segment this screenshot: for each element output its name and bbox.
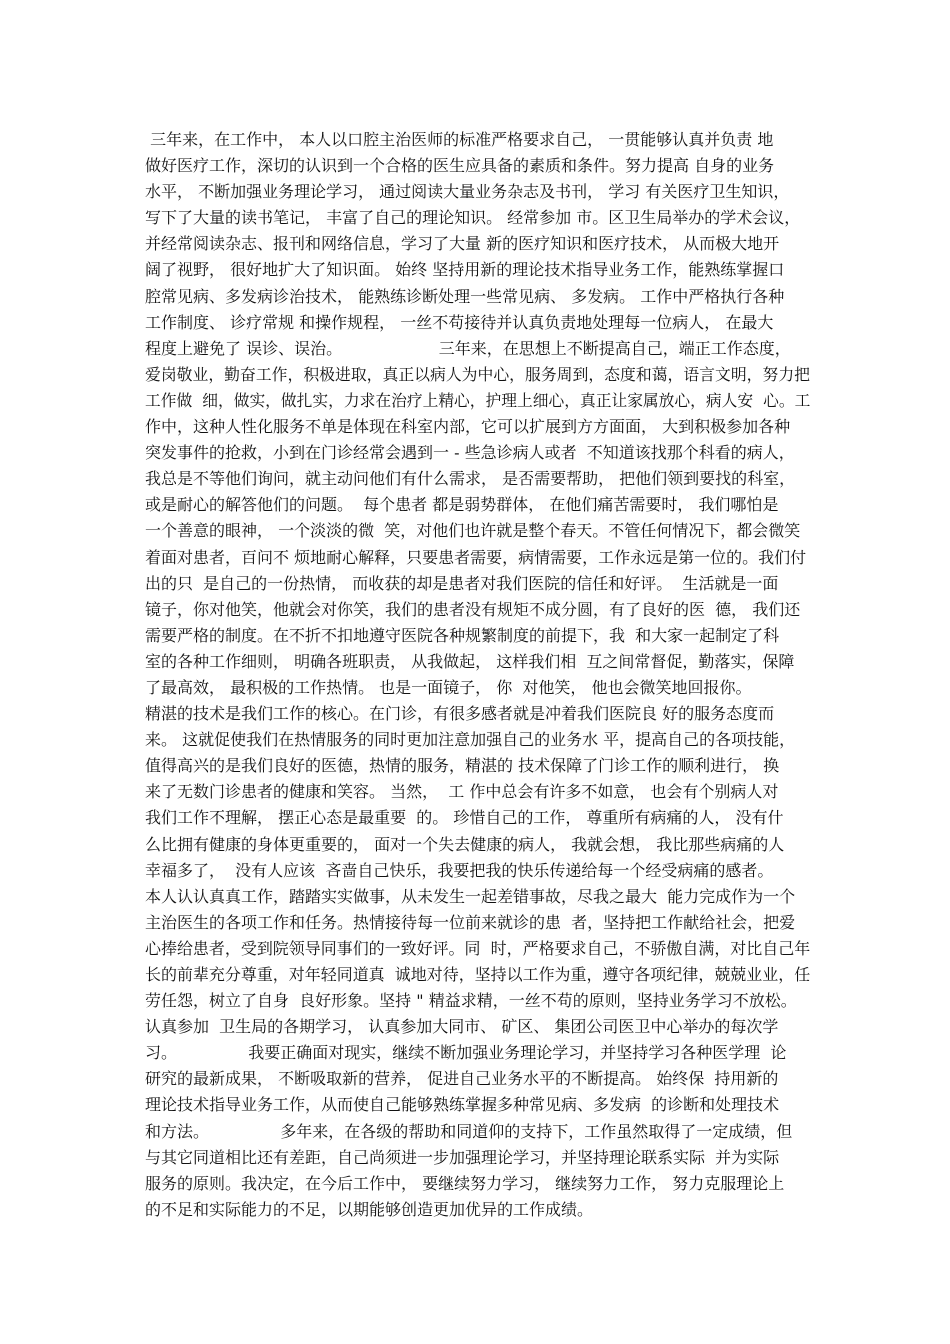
text-line: 工作做 细，做实，做扎实，力求在治疗上精心，护理上细心，真正让家属放心，病人安 心。工 bbox=[145, 390, 811, 410]
text-line: 做好医疗工作，深切的认识到一个合格的医生应具备的素质和条件。努力提高 自身的业务 bbox=[145, 156, 775, 176]
text-line: 主治医生的各项工作和任务。热情接待每一位前来就诊的患 者，坚持把工作献给社会，把爱 bbox=[145, 912, 796, 932]
text-line: 或是耐心的解答他们的问题。 每个患者 都是弱势群体， 在他们痛苦需要时， 我们哪怕是 bbox=[145, 495, 779, 515]
text-line: 我总是不等他们询问，就主动问他们有什么需求， 是否需要帮助， 把他们领到要找的科室， bbox=[145, 469, 796, 489]
text-line: 写下了大量的读书笔记， 丰富了自己的理论知识。 经常参加 市。区卫生局举办的学术会议， bbox=[145, 208, 801, 228]
text-line: 腔常见病、多发病诊治技术， 能熟练诊断处理一些常见病、 多发病。 工作中严格执行各种 bbox=[145, 286, 785, 306]
text-line: 劳任怨，树立了自身 良好形象。坚持 " 精益求精，一丝不苟的原则，坚持业务学习不放松。 bbox=[145, 991, 797, 1011]
text-line: 作中，这种人性化服务不单是体现在科室内部，它可以扩展到方方面面， 大到积极参加各种 bbox=[145, 417, 791, 437]
text-line: 阔了视野， 很好地扩大了知识面。 始终 坚持用新的理论技术指导业务工作，能熟练掌握口 bbox=[145, 260, 785, 280]
text-line: 一个善意的眼神， 一个淡淡的微 笑，对他们也许就是整个春天。不管任何情况下，都会微笑 bbox=[145, 521, 801, 541]
text-line: 着面对患者，百问不 烦地耐心解释，只要患者需要，病情需要，工作永远是第一位的。我们付 bbox=[145, 547, 807, 567]
body-text bbox=[145, 127, 810, 1223]
text-line: 三年来，在工作中， 本人以口腔主治医师的标准严格要求自己， 一贯能够认真并负责 地 bbox=[145, 130, 774, 149]
text-line: 程度上避免了 误诊、误治。 三年来，在思想上不断提高自己，端正工作态度， bbox=[145, 338, 791, 358]
text-line: 理论技术指导业务工作，从而使自己能够熟练掌握多种常见病、多发病 的诊断和处理技术 bbox=[145, 1095, 780, 1115]
text-line: 来了无数门诊患者的健康和笑容。 当然， 工 作中总会有许多不如意， 也会有个别病人对 bbox=[145, 782, 779, 802]
text-line: 认真参加 卫生局的各期学习， 认真参加大同市、 矿区、 集团公司医卫中心举办的每次学 bbox=[145, 1017, 779, 1037]
text-line: 值得高兴的是我们良好的医德，热情的服务，精湛的 技术保障了门诊工作的顺利进行， 换 bbox=[145, 756, 780, 776]
text-line: 突发事件的抢救，小到在门诊经常会遇到一 - 些急诊病人或者 不知道该找那个科看的病人， bbox=[145, 443, 795, 463]
text-line: 长的前辈充分尊重，对年轻同道真 诚地对待，坚持以工作为重，遵守各项纪律，兢兢业业，任 bbox=[145, 965, 811, 984]
text-line: 了最高效， 最积极的工作热情。 也是一面镜子， 你 对他笑， 他也会微笑地回报你。 bbox=[145, 677, 752, 697]
text-line: 么比拥有健康的身体更重要的， 面对一个失去健康的病人， 我就会想， 我比那些病痛的人 bbox=[145, 834, 785, 854]
text-line: 并经常阅读杂志、报刊和网络信息，学习了大量 新的医疗知识和医疗技术， 从而极大地开 bbox=[145, 234, 780, 254]
text-line: 与其它同道相比还有差距，自己尚须进一步加强理论学习，并坚持理论联系实际 并为实际 bbox=[145, 1147, 780, 1167]
text-line: 心捧给患者，受到院领导同事们的一致好评。同 时，严格要求自己，不骄傲自满，对比自己年 bbox=[145, 938, 811, 958]
text-line: 我们工作不理解， 摆正心态是最重要 的。 珍惜自己的工作， 尊重所有病痛的人， 没有什 bbox=[145, 808, 784, 828]
text-line: 爱岗敬业，勤奋工作，积极进取，真正以病人为中心，服务周到，态度和蔼，语言文明，努力把 bbox=[145, 364, 811, 384]
text-line: 水平， 不断加强业务理论学习， 通过阅读大量业务杂志及书刊， 学习 有关医疗卫生知识， bbox=[145, 182, 790, 202]
text-line: 服务的原则。我决定，在今后工作中， 要继续努力学习， 继续努力工作， 努力克服理论上 bbox=[145, 1173, 785, 1193]
text-line: 出的只 是自己的一份热情， 而收获的却是患者对我们医院的信任和好评。 生活就是一面 bbox=[145, 573, 779, 593]
text-line: 需要严格的制度。在不折不扣地遵守医院各种规繁制度的前提下，我 和大家一起制定了科 bbox=[145, 625, 780, 645]
text-line: 习。 我要正确面对现实，继续不断加强业务理论学习，并坚持学习各种医学理 论 bbox=[145, 1043, 787, 1063]
text-line: 研究的最新成果， 不断吸取新的营养， 促进自己业务水平的不断提高。 始终保 持用新的 bbox=[145, 1069, 779, 1089]
text-line: 工作制度、 诊疗常规 和操作规程， 一丝不苟接待并认真负责地处理每一位病人， 在最大 bbox=[145, 312, 774, 332]
text-line: 和方法。 多年来，在各级的帮助和同道仰的支持下，工作虽然取得了一定成绩，但 bbox=[145, 1121, 793, 1141]
text-line: 镜子，你对他笑，他就会对你笑，我们的患者没有规矩不成分圆，有了良好的医 德， 我们还 bbox=[145, 599, 801, 619]
text-line: 室的各种工作细则， 明确各班职责， 从我做起， 这样我们相 互之间常督促，勤落实，保障 bbox=[145, 651, 795, 671]
text-line: 精湛的技术是我们工作的核心。在门诊，有很多感者就是冲着我们医院良 好的服务态度而 bbox=[145, 704, 775, 724]
text-line: 幸福多了， 没有人应该 吝啬自己快乐，我要把我的快乐传递给每一个经受病痛的感者。 bbox=[145, 860, 774, 880]
text-line: 的不足和实际能力的不足，以期能够创造更加优异的工作成绩。 bbox=[145, 1199, 594, 1219]
text-line: 来。 这就促使我们在热情服务的同时更加注意加强自己的业务水 平，提高自己的各项技能， bbox=[145, 730, 796, 750]
text-line: 本人认认真真工作，踏踏实实做事，从未发生一起差错事故，尽我之最大 能力完成作为一个 bbox=[145, 886, 796, 906]
